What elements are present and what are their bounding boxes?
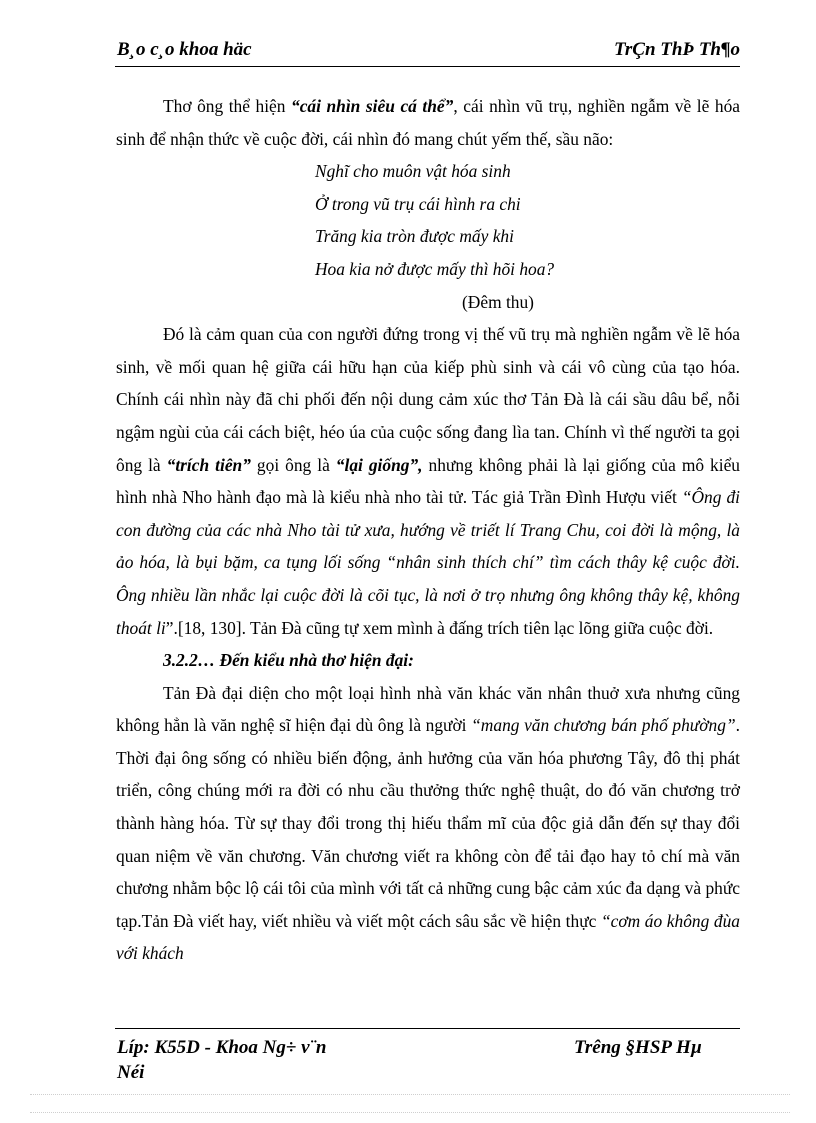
poem-source: (Đêm thu) <box>462 291 534 312</box>
document-body <box>116 90 740 970</box>
paragraph-2-text-e: nhưng không phải là lại giống của mô kiểu hình nhà Nho hành đạo mà là kiểu nhà nho tài tử. Tác giả Trần Đình Hượu viết <box>116 454 740 508</box>
paragraph-1-quote: “cái nhìn siêu cá thể” <box>291 96 454 116</box>
dotted-divider <box>30 1094 790 1095</box>
paragraph-2-quote-lai-giong: “lại giống”, <box>335 454 423 475</box>
paragraph-2-text-c: gọi ông là <box>250 454 336 475</box>
paragraph-2-text-g: ”.[18, 130]. Tản Đà cũng tự xem mình à đấng trích tiên lạc lõng giữa cuộc đời. <box>165 617 714 638</box>
paragraph-2-text-a: Đó là cảm quan của con người đứng trong vị thế vũ trụ mà nghiền ngẫm về lẽ hóa sinh, về mối quan hệ giữa cái hữu hạn của kiếp phù sinh và cái vô cùng của tạo hóa. Chính cái nhìn này đã chi phối đến nội dung cảm xúc thơ Tản Đà là cái sầu dâu bể, nỗi ngậm ngùi của cái cách biệt, héo úa của cuộc sống đang lìa tan. Chính vì thế người ta gọi ông là <box>116 324 740 475</box>
section-heading: 3.2.2… Đến kiểu nhà thơ hiện đại: <box>163 650 414 671</box>
header-rule <box>115 66 740 67</box>
paragraph-2 <box>116 318 740 644</box>
paragraph-3-text-a: Tản Đà đại diện cho một loại hình nhà văn khác văn nhân thuở xưa nhưng cũng không hẳn là văn nghệ sĩ hiện đại dù ông là người <box>116 682 740 736</box>
paragraph-1 <box>116 90 740 155</box>
footer-class-info-continued: Néi <box>117 1062 145 1083</box>
poem-line-4: Hoa kia nở được mấy thì hõi hoa? <box>315 258 555 279</box>
paragraph-1-text-a: Thơ ông thể hiện <box>163 96 292 116</box>
dotted-divider <box>30 1112 790 1113</box>
paragraph-2-quote-trich-tien: “trích tiên” <box>166 454 251 475</box>
header-left-title: B¸o c¸o khoa häc <box>117 39 252 60</box>
paragraph-2-citation: “Ông đi con đường của các nhà Nho tài tử xưa, hướng về triết lí Trang Chu, coi đời là mộng, là ảo hóa, là bụi bặm, ca tụng lối sống “nhân sinh thích chí” tìm cách thây kệ cuộc đời. Ông nhiều lần nhắc lại cuộc đời là cõi tục, là nơi ở trọ nhưng ông không thây kệ, không thoát li <box>116 487 740 638</box>
paragraph-3-quote-2: “cơm áo không đùa với khách <box>116 910 740 964</box>
paragraph-3 <box>116 677 740 970</box>
poem-line-3: Trăng kia tròn được mấy khi <box>315 226 514 247</box>
footer-class-info: Líp: K55D - Khoa Ng÷ v¨n <box>117 1037 327 1058</box>
paragraph-3-text-c: . Thời đại ông sống có nhiều biến động, ảnh hưởng của văn hóa phương Tây, đô thị phát triển, công chúng mới ra đời có nhu cầu thưởng thức nghệ thuật, do đó văn chương trở thành hàng hóa. Từ sự thay đổi trong thị hiếu thẩm mĩ của độc giả dẫn đến sự thay đổi quan niệm về văn chương. Văn chương viết ra không còn để tải đạo hay tỏ chí mà văn chương nhằm bộc lộ cái tôi của mình với tất cả những cung bậc cảm xúc đa dạng và phức tạp.Tản Đà viết hay, viết nhiều và viết một cách sâu sắc về hiện thực <box>116 715 740 931</box>
paragraph-1-text-c: , cái nhìn vũ trụ, nghiền ngẫm về lẽ hóa sinh để nhận thức về cuộc đời, cái nhìn đó mang chút yếm thế, sầu não: <box>116 96 740 149</box>
footer-university: Trêng §HSP Hµ <box>574 1037 702 1058</box>
paragraph-3-quote-1: “mang văn chương bán phố phường” <box>471 715 736 736</box>
poem-line-2: Ở trong vũ trụ cái hình ra chi <box>315 193 521 214</box>
header-right-author: TrÇn ThÞ Th¶o <box>614 39 740 60</box>
poem-line-1: Nghĩ cho muôn vật hóa sinh <box>315 161 511 182</box>
footer-rule <box>115 1028 740 1029</box>
